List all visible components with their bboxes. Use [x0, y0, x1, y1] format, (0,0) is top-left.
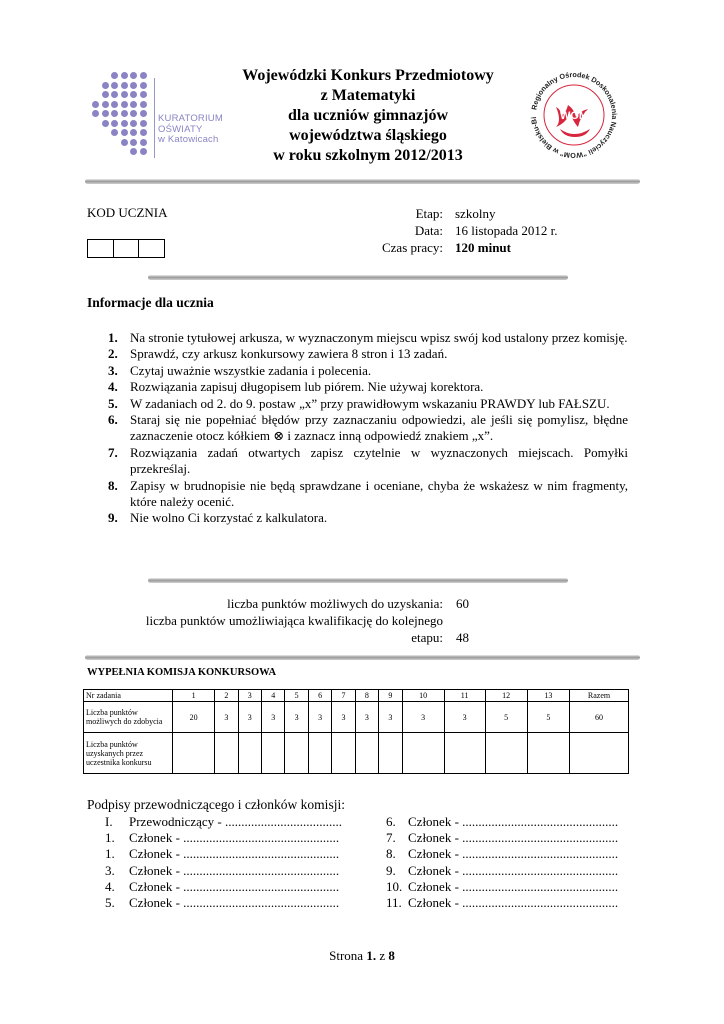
signature-line[interactable] — [105, 863, 339, 880]
score-input-cell[interactable] — [570, 733, 629, 774]
logo-dot — [140, 148, 147, 155]
sig-num: 1. — [105, 846, 115, 861]
logo-dot — [121, 120, 128, 127]
logo-dot — [140, 129, 147, 136]
logo-dot — [130, 139, 137, 146]
list-item — [108, 510, 628, 526]
col-header: 13 — [527, 690, 569, 702]
list-item — [108, 379, 628, 395]
table-cell: 3 — [379, 702, 402, 733]
item-text: Zapisy w brudnopisie nie będą sprawdzane i oceniane, chyba że wskażesz w nim fragmenty, które należy ocenić. — [130, 477, 628, 510]
wom-ring-text: Regionalny Ośrodek Doskonalenia Nauczycieli "WOM" w Bielsku-Bi — [529, 69, 620, 161]
page-footer — [0, 948, 724, 964]
table-cell: 20 — [173, 702, 215, 733]
item-num: 1. — [108, 330, 118, 345]
data-value: 16 listopada 2012 r. — [455, 223, 558, 238]
col-header: 9 — [379, 690, 402, 702]
student-code-boxes[interactable] — [87, 239, 165, 258]
row-label: Liczba punktów uzyskanych przez uczestnika konkursu — [84, 733, 173, 774]
page-total: 8 — [388, 948, 395, 963]
list-item — [108, 363, 628, 379]
signature-line[interactable] — [105, 895, 339, 912]
item-text: Nie wolno Ci korzystać z kalkulatora. — [130, 510, 328, 526]
table-cell: 5 — [485, 702, 527, 733]
max-points-label: liczba punktów możliwych do uzyskania: — [227, 596, 443, 611]
table-cell: 60 — [570, 702, 629, 733]
max-points-value: 60 — [456, 596, 469, 611]
score-input-cell[interactable] — [527, 733, 569, 774]
col-header: 1 — [173, 690, 215, 702]
item-num: 5. — [108, 395, 118, 411]
sig-num: 1. — [105, 830, 115, 845]
logo-dot — [130, 101, 137, 108]
code-box-3[interactable] — [139, 240, 164, 257]
col-header: 4 — [262, 690, 285, 702]
item-text: Na stronie tytułowej arkusza, w wyznaczonym miejscu wpisz swój kod ustalony przez komisję. — [130, 330, 628, 345]
logo-dot — [130, 91, 137, 98]
logo-dot — [111, 101, 118, 108]
logo-dot — [130, 72, 137, 79]
col-header: 8 — [355, 690, 378, 702]
table-row — [84, 690, 629, 702]
list-item — [108, 445, 628, 478]
signature-line[interactable] — [386, 846, 618, 863]
logo-dot — [102, 82, 109, 89]
score-table — [83, 689, 629, 774]
sig-label: Członek - ................................................ — [129, 846, 340, 861]
item-num: 7. — [108, 444, 118, 460]
list-item — [108, 478, 628, 511]
kuratorium-line-1: KURATORIUM — [158, 113, 223, 124]
sig-num: 4. — [105, 879, 115, 894]
logo-dot — [102, 101, 109, 108]
logo-dot — [121, 139, 128, 146]
score-input-cell[interactable] — [238, 733, 261, 774]
col-header: 6 — [308, 690, 331, 702]
list-item — [108, 412, 628, 445]
col-header: 10 — [402, 690, 444, 702]
signature-line[interactable] — [105, 846, 339, 863]
signature-line[interactable] — [386, 830, 618, 847]
signature-line[interactable] — [386, 879, 618, 896]
sig-label: Członek - ................................................ — [408, 846, 619, 861]
logo-dot — [130, 82, 137, 89]
item-num: 2. — [108, 346, 118, 362]
list-item — [108, 330, 628, 346]
item-num: 9. — [108, 510, 118, 526]
title-line-4: województwa śląskiego — [289, 127, 447, 144]
page-number: 1. — [366, 948, 377, 963]
page-title — [218, 66, 518, 166]
logo-dot — [102, 91, 109, 98]
page-word: Strona — [329, 948, 364, 963]
score-input-cell[interactable] — [215, 733, 238, 774]
logo-dot — [121, 91, 128, 98]
logo-dot — [102, 110, 109, 117]
list-item — [108, 396, 628, 412]
row-label: Liczba punktów możliwych do zdobycia — [84, 702, 173, 733]
logo-dot — [121, 110, 128, 117]
list-item — [108, 346, 628, 362]
table-row — [84, 733, 629, 774]
sig-label: Członek - ................................................ — [129, 830, 340, 845]
sig-num: 3. — [105, 863, 115, 878]
logo-dot — [111, 129, 118, 136]
signature-line[interactable] — [386, 814, 618, 831]
logo-dot — [121, 82, 128, 89]
wom-mark: WOM — [559, 110, 589, 122]
title-line-1: Wojewódzki Konkurs Przedmiotowy — [242, 67, 494, 84]
qual-points-label-2: etapu: — [411, 630, 443, 645]
sig-label: Członek - ................................................ — [129, 879, 340, 894]
meta-rule — [148, 275, 568, 280]
etap-label: Etap: — [415, 206, 443, 221]
item-text: W zadaniach od 2. do 9. postaw „x” przy prawidłowym wskazaniu PRAWDY lub FAŁSZU. — [130, 395, 610, 411]
sig-label: Członek - ................................................ — [408, 814, 619, 829]
col-header: 3 — [238, 690, 261, 702]
score-input-cell[interactable] — [308, 733, 331, 774]
table-cell: 3 — [215, 702, 238, 733]
points-rule — [85, 655, 640, 660]
table-cell: 3 — [285, 702, 308, 733]
signature-line[interactable] — [386, 863, 618, 880]
score-input-cell[interactable] — [402, 733, 444, 774]
score-input-cell[interactable] — [173, 733, 215, 774]
logo-dot — [111, 82, 118, 89]
logo-dot — [92, 110, 99, 117]
item-num: 4. — [108, 379, 118, 395]
student-code-label: KOD UCZNIA — [87, 205, 168, 220]
sig-num: 10. — [386, 879, 403, 894]
logo-dot — [121, 72, 128, 79]
sig-label: Członek - ................................................ — [408, 830, 619, 845]
table-cell: 3 — [262, 702, 285, 733]
etap-value: szkolny — [455, 206, 496, 221]
logo-dot — [121, 101, 128, 108]
logo-dot — [140, 139, 147, 146]
col-header: 2 — [215, 690, 238, 702]
header-rule — [85, 179, 640, 184]
committee-heading: WYPEŁNIA KOMISJA KONKURSOWA — [87, 667, 277, 678]
title-line-2: z Matematyki — [320, 87, 416, 104]
wom-logo — [526, 67, 622, 163]
title-line-3: dla uczniów gimnazjów — [288, 107, 448, 124]
item-num: 3. — [108, 362, 118, 378]
sig-label: Członek - ................................................ — [408, 863, 619, 878]
sig-num: 7. — [386, 830, 396, 845]
table-row — [84, 702, 629, 733]
logo-dot — [111, 120, 118, 127]
item-num: 8. — [108, 477, 118, 493]
item-num: 6. — [108, 412, 118, 428]
col-header: 11 — [444, 690, 485, 702]
item-text: Rozwiązania zadań otwartych zapisz czytelnie w wyznaczonych miejscach. Pomyłki przekreślaj. — [130, 444, 628, 477]
logo-dot — [130, 129, 137, 136]
logo-dot — [130, 148, 137, 155]
logo-dot — [140, 91, 147, 98]
czas-value: 120 minut — [455, 240, 511, 255]
logo-dot — [121, 129, 128, 136]
logo-dot — [140, 120, 147, 127]
score-input-cell[interactable] — [379, 733, 402, 774]
sig-num: 5. — [105, 895, 115, 910]
logo-dot — [140, 82, 147, 89]
czas-label: Czas pracy: — [381, 240, 443, 255]
signature-line[interactable] — [105, 814, 342, 831]
signature-line[interactable] — [105, 830, 339, 847]
logo-dot — [130, 120, 137, 127]
sig-num: 9. — [386, 863, 396, 878]
sig-label: Przewodniczący - .................................... — [129, 814, 343, 829]
row-label: Nr zadania — [84, 690, 173, 702]
table-cell: 3 — [402, 702, 444, 733]
logo-divider — [154, 78, 155, 158]
logo-dot — [140, 110, 147, 117]
sig-num: I. — [105, 814, 113, 829]
sig-num: 8. — [386, 846, 396, 861]
col-header: 12 — [485, 690, 527, 702]
logo-dot — [102, 120, 109, 127]
code-box-2[interactable] — [114, 240, 140, 257]
logo-dot — [111, 72, 118, 79]
info-rule — [148, 578, 568, 583]
kuratorium-dots-icon — [92, 70, 154, 165]
col-header: 5 — [285, 690, 308, 702]
score-input-cell[interactable] — [485, 733, 527, 774]
item-text: Czytaj uważnie wszystkie zadania i polecenia. — [130, 362, 372, 378]
score-input-cell[interactable] — [332, 733, 355, 774]
score-input-cell[interactable] — [262, 733, 285, 774]
code-box-1[interactable] — [88, 240, 114, 257]
item-text: Rozwiązania zapisuj długopisem lub piórem. Nie używaj korektora. — [130, 379, 484, 395]
signature-line[interactable] — [105, 879, 339, 896]
table-cell: 3 — [444, 702, 485, 733]
kuratorium-line-2: OŚWIATY — [158, 123, 203, 135]
table-cell: 3 — [332, 702, 355, 733]
data-label: Data: — [414, 223, 443, 238]
of-word: z — [379, 948, 386, 963]
info-heading: Informacje dla ucznia — [87, 295, 214, 310]
sig-label: Członek - ................................................ — [129, 863, 340, 878]
table-cell: 3 — [355, 702, 378, 733]
logo-dot — [111, 110, 118, 117]
kuratorium-text — [158, 114, 223, 146]
logo-dot — [92, 101, 99, 108]
score-input-cell[interactable] — [285, 733, 308, 774]
logo-dot — [111, 91, 118, 98]
sig-label: Członek - ................................................ — [408, 895, 619, 910]
logo-dot — [140, 101, 147, 108]
sig-num: 11. — [386, 895, 402, 910]
logo-dot — [130, 110, 137, 117]
col-header: 7 — [332, 690, 355, 702]
score-input-cell[interactable] — [355, 733, 378, 774]
table-cell: 3 — [238, 702, 261, 733]
signatures-heading: Podpisy przewodniczącego i członków komisji: — [87, 797, 345, 812]
item-text: Sprawdź, czy arkusz konkursowy zawiera 8 stron i 13 zadań. — [130, 346, 448, 362]
qual-points-value: 48 — [456, 630, 469, 645]
table-cell: 3 — [308, 702, 331, 733]
sig-label: Członek - ................................................ — [408, 879, 619, 894]
sig-num: 6. — [386, 814, 396, 829]
logo-dot — [140, 72, 147, 79]
qual-points-label-1: liczba punktów umożliwiająca kwalifikację do kolejnego — [145, 613, 443, 628]
title-line-5: w roku szkolnym 2012/2013 — [273, 147, 463, 164]
table-cell: 5 — [527, 702, 569, 733]
item-text: Staraj się nie popełniać błędów przy zaznaczaniu odpowiedzi, ale jeśli się pomylisz, błędne zaznaczenie otocz kółkiem ⊗ i zaznacz inną odpowiedź znakiem „x”. — [130, 412, 628, 444]
score-input-cell[interactable] — [444, 733, 485, 774]
sig-label: Członek - ................................................ — [129, 895, 340, 910]
instructions-list — [108, 330, 628, 527]
col-header: Razem — [570, 690, 629, 702]
kuratorium-line-3: w Katowicach — [158, 134, 219, 145]
signature-line[interactable] — [386, 895, 618, 912]
